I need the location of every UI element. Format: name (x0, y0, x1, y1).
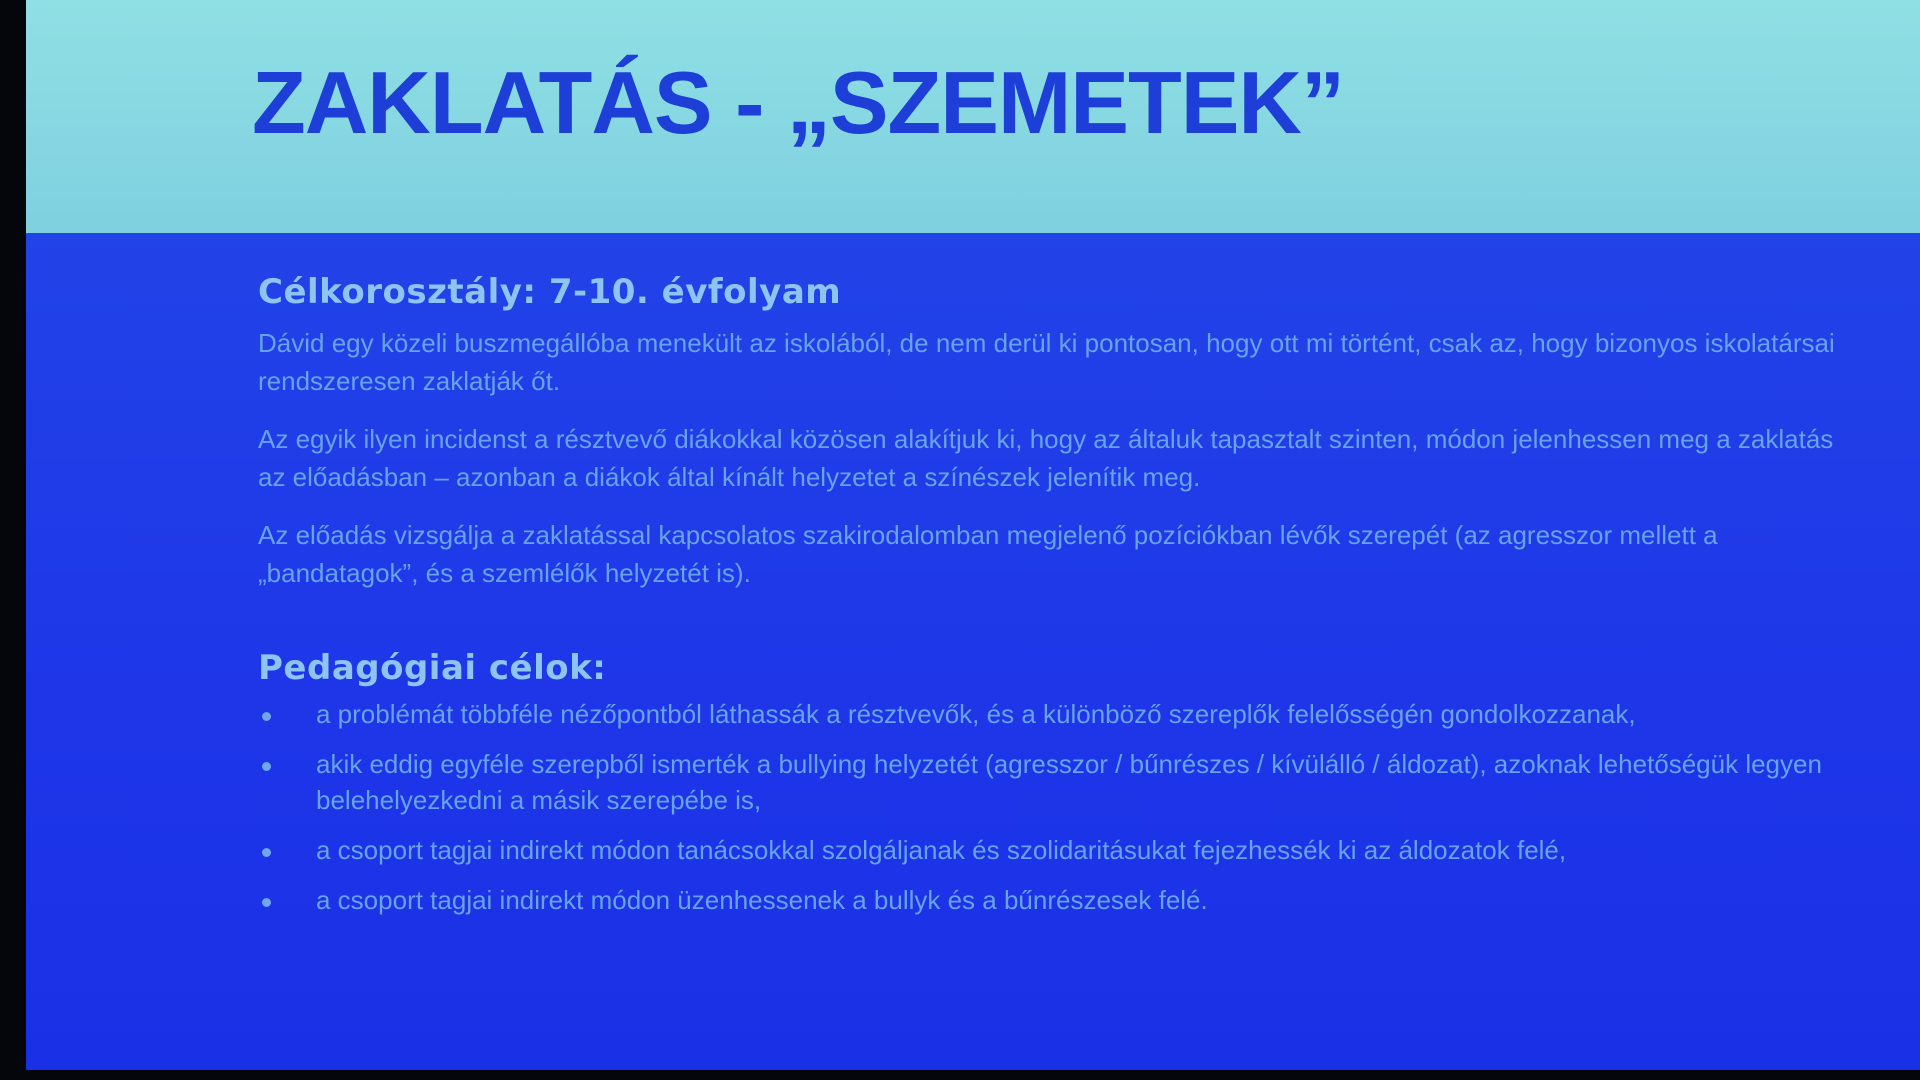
list-item (258, 696, 1858, 732)
paragraph: Az egyik ilyen incidenst a résztvevő diákokkal közösen alakítjuk ki, hogy az általuk tapasztalt szinten, módon jelenhessen meg a zaklatás az előadásban – azonban a diákok által kínált helyzetet a színészek jelenítik meg. (258, 424, 1834, 492)
bullet-icon (262, 898, 271, 907)
bullet-icon (262, 848, 271, 857)
paragraph: Dávid egy közeli buszmegállóba menekült az iskolából, de nem derül ki pontosan, hogy ott mi történt, csak az, hogy bizonyos iskolatársai rendszeresen zaklatják őt. (258, 328, 1835, 396)
goal-text: a csoport tagjai indirekt módon üzenhessenek a bullyk és a bűnrészesek felé. (316, 885, 1208, 915)
list-item (258, 832, 1858, 868)
paragraph: Az előadás vizsgálja a zaklatással kapcsolatos szakirodalomban megjelenő pozíciókban lévők szerepét (az agresszor mellett a „bandatagok”, és a szemlélők helyzetét is). (258, 520, 1718, 588)
title-band (26, 0, 1920, 233)
bullet-icon (262, 712, 271, 721)
list-item (258, 882, 1858, 918)
slide-content (258, 272, 1858, 932)
presentation-slide (26, 0, 1920, 1070)
goal-text: a problémát többféle nézőpontból láthassák a résztvevők, és a különböző szereplők felelősségén gondolkozzanak, (316, 699, 1636, 729)
goals-list (258, 696, 1858, 918)
pedagogical-goals-heading: Pedagógiai célok: (258, 648, 607, 688)
goal-text: a csoport tagjai indirekt módon tanácsokkal szolgáljanak és szolidaritásukat fejezhessék ki az áldozatok felé, (316, 835, 1567, 865)
target-age-heading: Célkorosztály: 7-10. évfolyam (258, 272, 842, 312)
bullet-icon (262, 762, 271, 771)
goal-text: akik eddig egyféle szerepből ismerték a bullying helyzetét (agresszor / bűnrészes / kívülálló / áldozat), azoknak lehetőségük legyen belehelyezkedni a másik szerepébe is, (316, 749, 1822, 815)
slide-title: ZAKLATÁS - „SZEMETEK” (252, 53, 1344, 152)
list-item (258, 746, 1858, 818)
